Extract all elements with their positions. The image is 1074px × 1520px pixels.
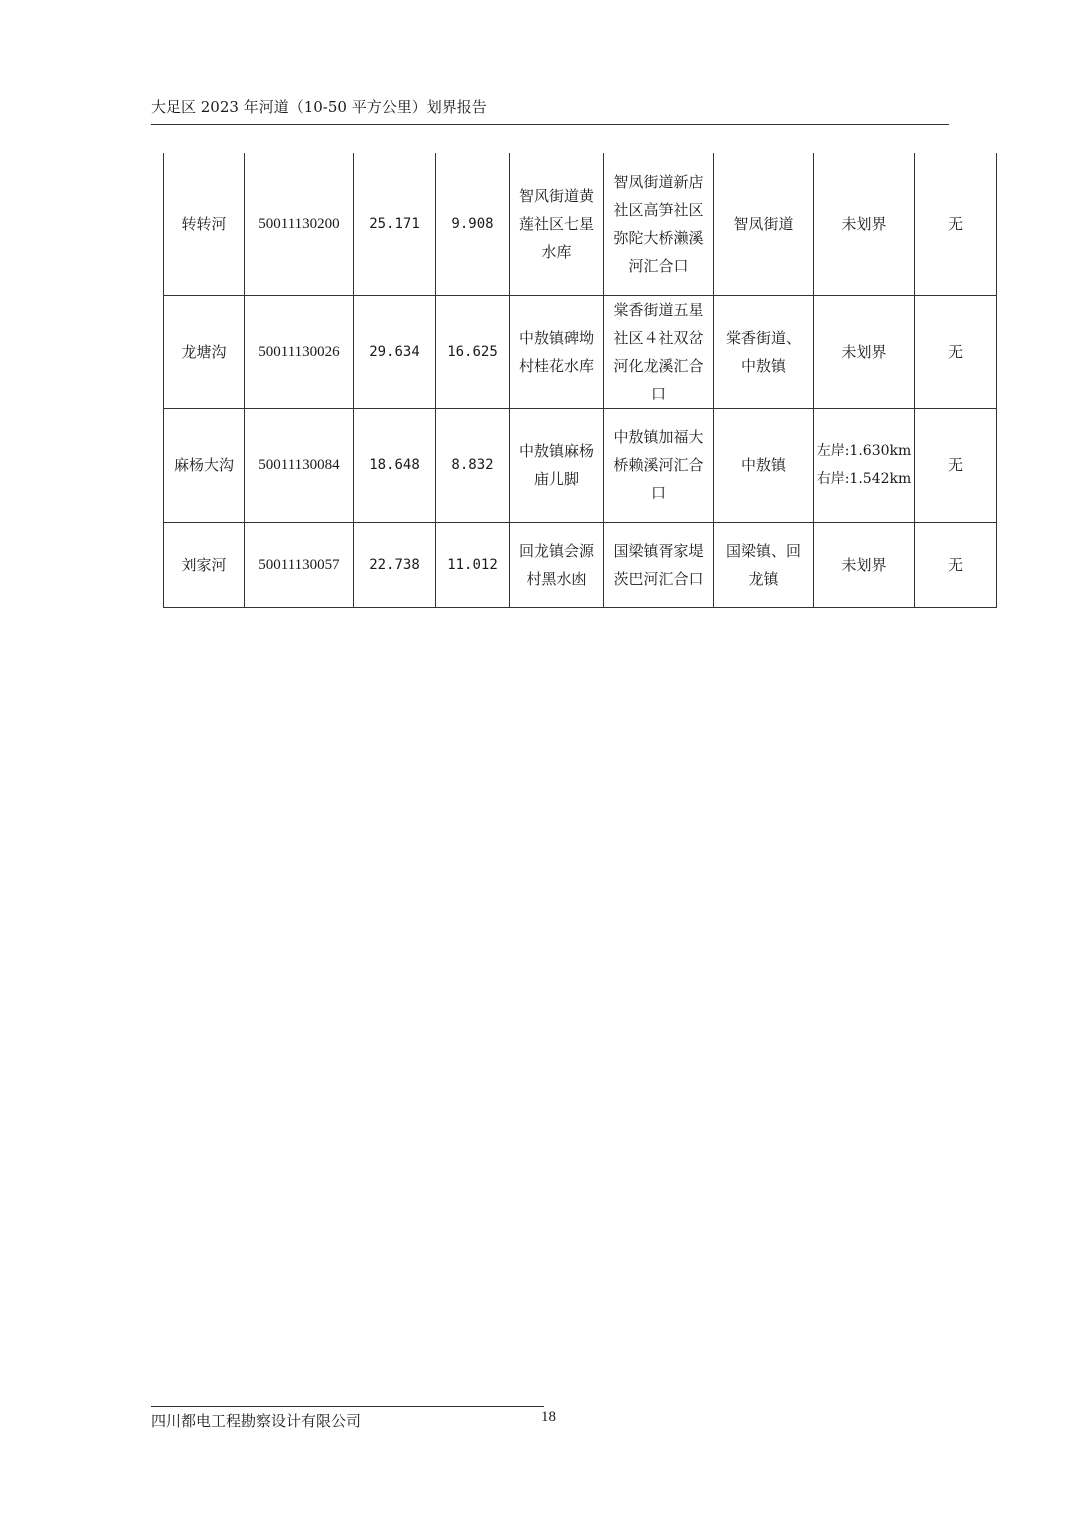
- table-row: [164, 295, 997, 408]
- right-bank-length: 右岸:1.542km: [816, 471, 912, 487]
- basin-area: 22.738: [354, 522, 436, 607]
- river-mouth: 棠香街道五星社区４社双岔河化龙溪汇合口: [604, 295, 714, 408]
- town: 智凤街道: [714, 153, 814, 295]
- page-number: 18: [541, 1409, 556, 1425]
- town: 中敖镇: [714, 408, 814, 522]
- river-name: 刘家河: [164, 522, 245, 607]
- river-name: 麻杨大沟: [164, 408, 245, 522]
- demarcation-status: [814, 408, 915, 522]
- left-bank-length: 左岸:1.630km: [816, 443, 912, 459]
- basin-area: 29.634: [354, 295, 436, 408]
- town: 棠香街道、中敖镇: [714, 295, 814, 408]
- river-code: 50011130084: [245, 408, 354, 522]
- river-length: 8.832: [436, 408, 510, 522]
- basin-area: 25.171: [354, 153, 436, 295]
- river-table: [163, 153, 997, 608]
- river-mouth: 智凤街道新店社区高笋社区弥陀大桥濑溪河汇合口: [604, 153, 714, 295]
- river-code: 50011130200: [245, 153, 354, 295]
- note: 无: [915, 522, 997, 607]
- river-source: 智风街道黄莲社区七星水库: [510, 153, 604, 295]
- river-length: 16.625: [436, 295, 510, 408]
- river-mouth: 国梁镇胥家堤茨巴河汇合口: [604, 522, 714, 607]
- river-source: 回龙镇会源村黑水凼: [510, 522, 604, 607]
- report-title: 大足区 2023 年河道（10-50 平方公里）划界报告: [151, 98, 487, 116]
- footer-divider: [151, 1406, 544, 1407]
- river-source: 中敖镇碑坳村桂花水库: [510, 295, 604, 408]
- river-code: 50011130057: [245, 522, 354, 607]
- river-source: 中敖镇麻杨庙儿脚: [510, 408, 604, 522]
- table-row: [164, 522, 997, 607]
- note: 无: [915, 295, 997, 408]
- demarcation-status: 未划界: [814, 522, 915, 607]
- demarcation-status: 未划界: [814, 153, 915, 295]
- basin-area: 18.648: [354, 408, 436, 522]
- table-row: [164, 153, 997, 295]
- river-name: 转转河: [164, 153, 245, 295]
- river-name: 龙塘沟: [164, 295, 245, 408]
- river-length: 9.908: [436, 153, 510, 295]
- note: 无: [915, 153, 997, 295]
- river-code: 50011130026: [245, 295, 354, 408]
- company-name: 四川都电工程勘察设计有限公司: [151, 1412, 362, 1430]
- river-mouth: 中敖镇加福大桥赖溪河汇合口: [604, 408, 714, 522]
- town: 国梁镇、回龙镇: [714, 522, 814, 607]
- table-row: [164, 408, 997, 522]
- river-length: 11.012: [436, 522, 510, 607]
- demarcation-status: 未划界: [814, 295, 915, 408]
- page-header: [151, 96, 949, 125]
- note: 无: [915, 408, 997, 522]
